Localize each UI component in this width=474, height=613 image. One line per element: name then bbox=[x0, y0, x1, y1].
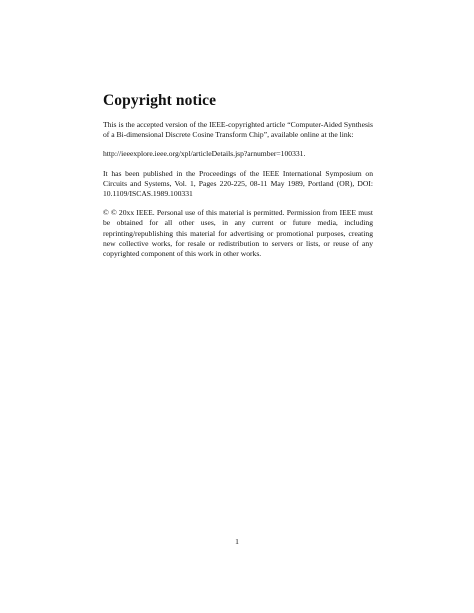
page-number: 1 bbox=[235, 537, 239, 546]
article-link[interactable]: http://ieeexplore.ieee.org/xpl/articleDetails.jsp?arnumber=100331. bbox=[103, 149, 306, 159]
accepted-version-paragraph: This is the accepted version of the IEEE-copyrighted article “Computer-Aided Synthesis of a Bi-dimensional Discrete Cosine Transform Chip”, available online at the link: bbox=[103, 120, 373, 140]
page-title: Copyright notice bbox=[103, 92, 217, 109]
publication-paragraph: It has been published in the Proceedings of the IEEE International Symposium on Circuits and Systems, Vol. 1, Pages 220-225, 08-11 May 1989, Portland (OR), DOI: 10.1109/ISCAS.1989.100331 bbox=[103, 168, 373, 199]
copyright-paragraph: © © 20xx IEEE. Personal use of this material is permitted. Permission from IEEE must be obtained for all other uses, in any current or future media, including reprinting/republishing this material for advertising or promotional purposes, creating new collective works, for resale or redistribution to servers or lists, or reuse of any copyrighted component of this work in other works. bbox=[103, 208, 373, 259]
copyright-notice bbox=[103, 92, 373, 268]
